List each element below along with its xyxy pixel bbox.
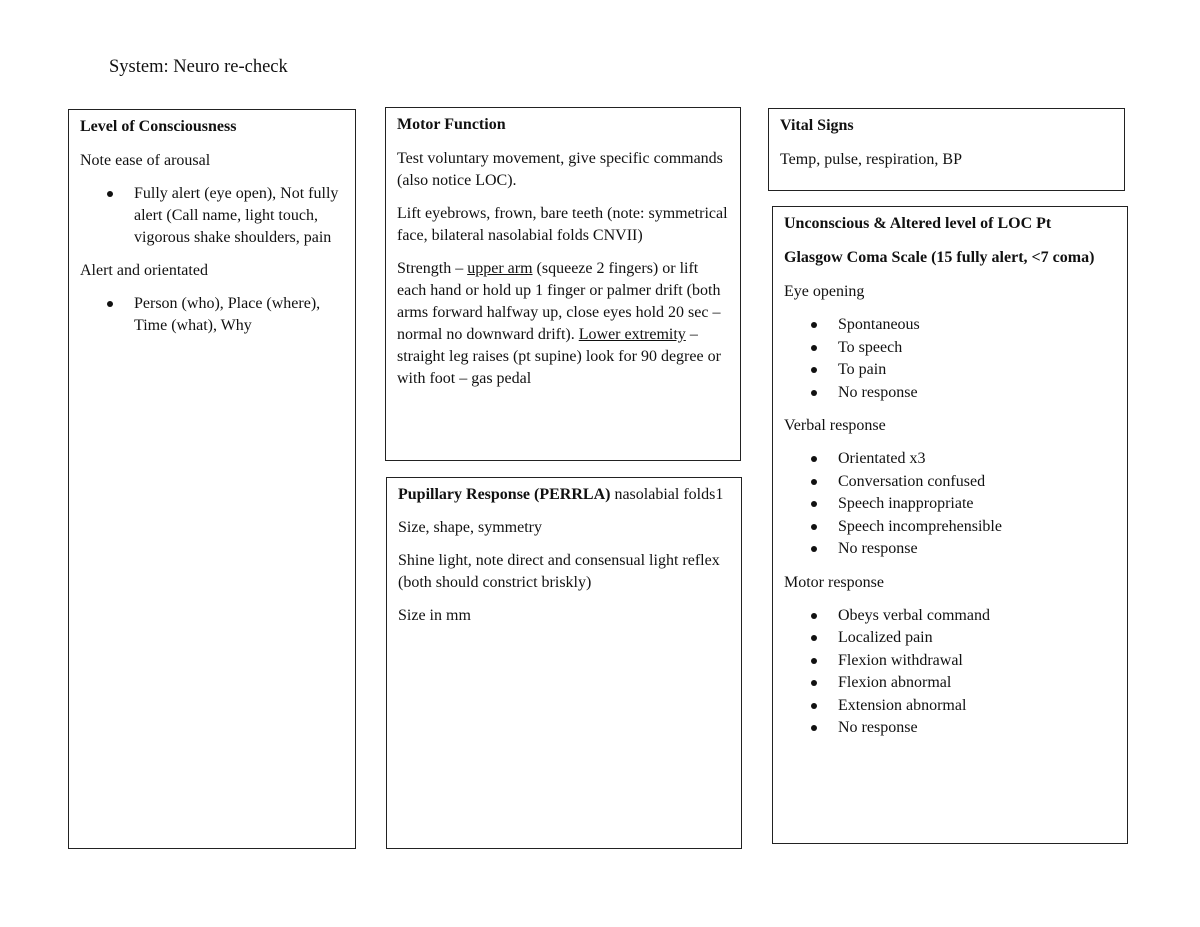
pupil-heading-suffix: nasolabial folds1 [610,486,724,503]
motor-function-box [385,107,741,461]
pupil-paragraph-2: Shine light, note direct and consensual light reflex (both should constrict briskly) [398,552,720,591]
list-item: Flexion abnormal [838,672,1116,695]
orientation-list [80,293,344,337]
pupil-paragraph-1: Size, shape, symmetry [398,519,542,536]
level-of-consciousness-box [68,109,356,849]
list-item: Person (who), Place (where), Time (what), Why [134,293,344,337]
loc-heading: Level of Consciousness [80,118,237,135]
pupil-heading-line [398,484,730,506]
list-item: Obeys verbal command [838,605,1116,628]
list-item: Speech inappropriate [838,493,1116,516]
strength-suffix: – straight leg raises (pt supine) look for 90 degree or with foot – gas pedal [397,326,721,387]
arousal-list [80,183,344,249]
pupil-heading: Pupillary Response (PERRLA) [398,486,611,503]
list-item: Spontaneous [838,314,1116,337]
list-item: No response [838,382,1116,405]
motor-paragraph-2: Lift eyebrows, frown, bare teeth (note: symmetrical face, bilateral nasolabial folds CNVII) [397,205,728,244]
pupillary-response-box [386,477,742,849]
list-item: Flexion withdrawal [838,650,1116,673]
orientation-label: Alert and orientated [80,262,208,279]
verbal-response-list [784,448,1116,561]
motor-response-list [784,605,1116,740]
vitals-text: Temp, pulse, respiration, BP [780,151,962,168]
arousal-label: Note ease of arousal [80,152,211,169]
list-item: Localized pain [838,627,1116,650]
upper-arm-text: upper arm [467,260,533,277]
strength-prefix: Strength – [397,260,468,277]
glasgow-coma-box [772,206,1128,844]
list-item: To pain [838,359,1116,382]
motor-paragraph-1: Test voluntary movement, give specific commands (also notice LOC). [397,150,723,189]
gcs-subheading: Glasgow Coma Scale (15 fully alert, <7 coma) [784,249,1095,266]
page-title: System: Neuro re-check [109,57,288,77]
gcs-heading: Unconscious & Altered level of LOC Pt [784,215,1052,232]
list-item: Orientated x3 [838,448,1116,471]
motor-paragraph-3 [397,258,729,390]
list-item: Speech incomprehensible [838,516,1116,539]
list-item: Extension abnormal [838,695,1116,718]
vitals-heading: Vital Signs [780,117,854,134]
strength-middle: (squeeze 2 fingers) or lift each hand or hold up 1 finger or palmer drift (both arms forward halfway up, close eyes hold 20 sec – normal no downward drift). [397,260,721,343]
list-item: Fully alert (eye open), Not fully alert (Call name, light touch, vigorous shake shoulders, pain [134,183,344,249]
lower-extremity-text: Lower extremity [578,326,686,343]
vital-signs-box [768,108,1125,191]
verbal-response-label: Verbal response [784,417,886,434]
list-item: To speech [838,337,1116,360]
eye-opening-list [784,314,1116,404]
list-item: Conversation confused [838,471,1116,494]
pupil-paragraph-3: Size in mm [398,607,471,624]
motor-response-label: Motor response [784,573,884,591]
list-item: No response [838,538,1116,561]
list-item: No response [838,717,1116,740]
motor-heading: Motor Function [397,116,506,133]
eye-opening-label: Eye opening [784,283,865,300]
